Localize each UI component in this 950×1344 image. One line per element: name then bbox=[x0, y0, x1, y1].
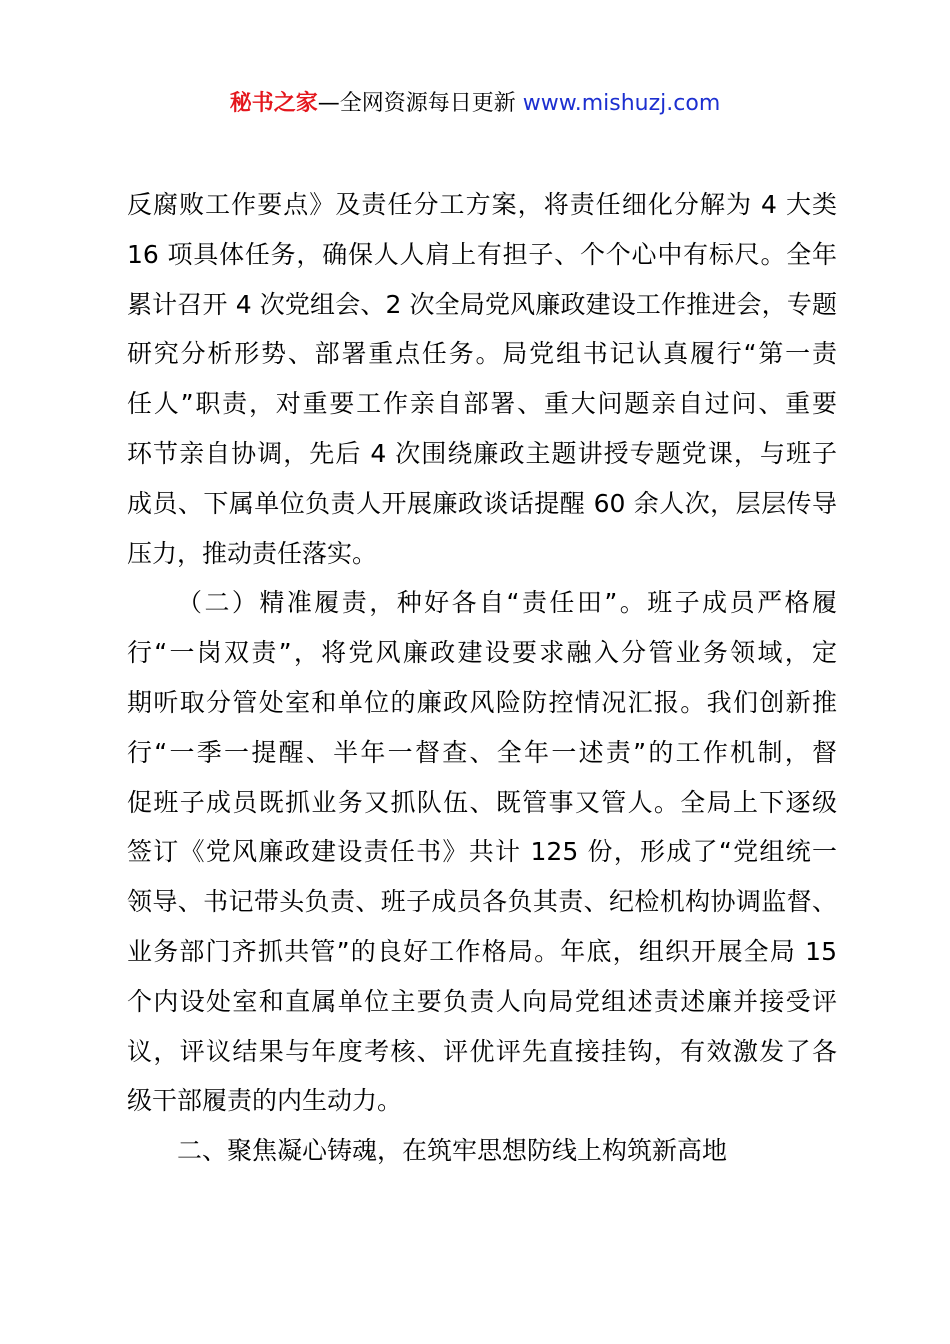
text-line: 反腐败工作要点》及责任分工方案，将责任细化分解为 4 大类 bbox=[127, 190, 837, 219]
text-line: 行“一季一提醒、半年一督查、全年一述责”的工作机制，督 bbox=[127, 737, 837, 767]
text-line: 累计召开 4 次党组会、2 次全局党风廉政建设工作推进会，专题 bbox=[127, 289, 837, 319]
text-line: 个内设处室和直属单位主要负责人向局党组述责述廉并接受评 bbox=[127, 986, 837, 1016]
text-line: 议，评议结果与年度考核、评优评先直接挂钩，有效激发了各 bbox=[127, 1036, 837, 1066]
text-line: 研究分析形势、部署重点任务。局党组书记认真履行“第一责 bbox=[127, 339, 837, 369]
header-brand: 秘书之家 bbox=[229, 91, 318, 116]
text-line: 任人”职责，对重要工作亲自部署、重大问题亲自过问、重要 bbox=[127, 389, 837, 419]
header-tagline: —全网资源每日更新 bbox=[317, 91, 523, 116]
text-line: 16 项具体任务，确保人人肩上有担子、个个心中有标尺。全年 bbox=[127, 239, 837, 269]
page-header bbox=[0, 86, 950, 122]
text-line: 促班子成员既抓业务又抓队伍、既管事又管人。全局上下逐级 bbox=[127, 787, 837, 817]
text-line: 压力，推动责任落实。 bbox=[127, 538, 378, 568]
text-line: 级干部履责的内生动力。 bbox=[127, 1086, 403, 1116]
text-line: 期听取分管处室和单位的廉政风险防控情况汇报。我们创新推 bbox=[127, 687, 837, 717]
section-heading: 二、聚焦凝心铸魂，在筑牢思想防线上构筑新高地 bbox=[177, 1136, 728, 1166]
text-line: 成员、下属单位负责人开展廉政谈话提醒 60 余人次，层层传导 bbox=[127, 488, 837, 518]
document-body bbox=[127, 180, 837, 1176]
text-line: 领导、书记带头负责、班子成员各负其责、纪检机构协调监督、 bbox=[127, 887, 837, 917]
text-line: （二）精准履责，种好各自“责任田”。班子成员严格履 bbox=[177, 588, 837, 618]
header-url-link[interactable]: www.mishuzj.com bbox=[522, 91, 721, 116]
text-line: 签订《党风廉政建设责任书》共计 125 份，形成了“党组统一 bbox=[127, 837, 837, 867]
text-line: 行“一岗双责”，将党风廉政建设要求融入分管业务领域，定 bbox=[127, 638, 837, 668]
text-line: 环节亲自协调，先后 4 次围绕廉政主题讲授专题党课，与班子 bbox=[127, 438, 837, 468]
text-line: 业务部门齐抓共管”的良好工作格局。年底，组织开展全局 15 bbox=[127, 936, 837, 966]
